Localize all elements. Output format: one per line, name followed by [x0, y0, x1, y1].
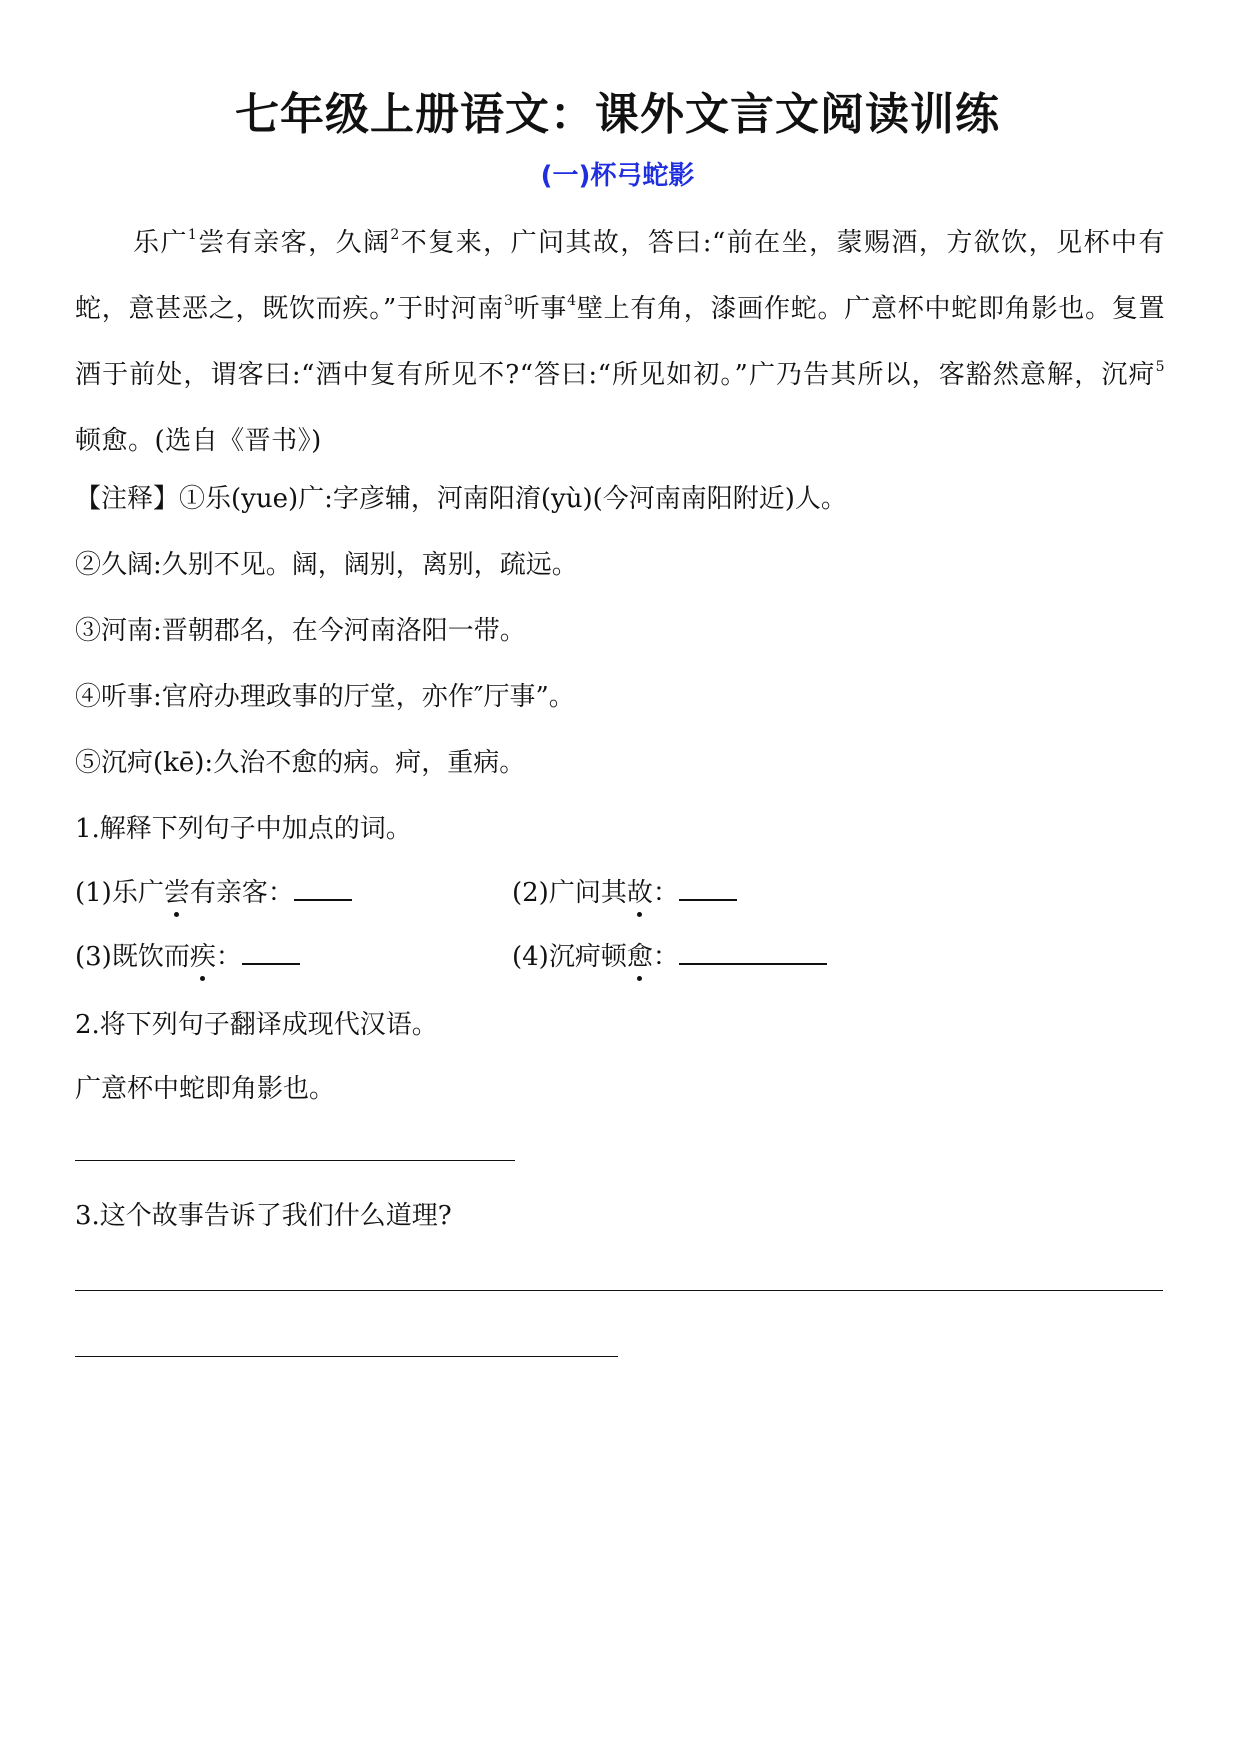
note-1: 【注释】①乐(yue)广:字彦辅，河南阳淯(yù)(今河南南阳附近)人。: [75, 484, 847, 514]
question-2-sentence: 广意杯中蛇即角影也。: [75, 1074, 336, 1104]
footnote-marker: 2: [390, 227, 400, 243]
section-subtitle: (一)杯弓蛇影: [540, 161, 695, 191]
question-1-item-2: [512, 872, 737, 909]
question-1-prompt: 1.解释下列句子中加点的词。: [75, 814, 412, 844]
passage-text: 乐广: [133, 228, 188, 258]
answer-blank[interactable]: [242, 941, 300, 965]
note-4: ④听事:官府办理政事的厅堂，亦作″厅事”。: [75, 682, 575, 712]
dotted-word: 尝: [164, 872, 190, 909]
answer-blank[interactable]: [294, 877, 352, 901]
item-text: (3)既饮而: [75, 942, 190, 972]
answer-blank[interactable]: [679, 877, 737, 901]
footnote-marker: 5: [1155, 359, 1165, 375]
footnote-marker: 4: [567, 293, 577, 309]
note-3: ③河南:晋朝郡名，在今河南洛阳一带。: [75, 616, 526, 646]
item-text: ：: [215, 942, 242, 972]
passage-text: 壁上有角，漆画作蛇。广意杯中蛇即角影也。复置酒于前处，谓客曰:“酒中复有所见不?“答曰:“所见如初。”广乃告其所以，客豁然意解，沉疴: [75, 294, 1165, 390]
question-1-item-1: [75, 872, 352, 909]
question-3-answer-line-2[interactable]: [75, 1356, 618, 1357]
item-text: (1)乐广: [75, 878, 164, 908]
answer-blank[interactable]: [679, 941, 827, 965]
question-3-prompt: 3.这个故事告诉了我们什么道理?: [75, 1201, 452, 1231]
page-title: 七年级上册语文：课外文言文阅读训练: [235, 89, 1000, 140]
passage-text: 不复来，广问其故，答曰:“前在坐，蒙赐酒，方欲饮，见杯中有蛇，意甚恶之，既饮而疾。”于时河南: [75, 228, 1165, 324]
question-3-answer-line-1[interactable]: [75, 1290, 1163, 1291]
item-text: (4)沉疴顿: [512, 942, 627, 972]
note-5: ⑤沉疴(kē):久治不愈的病。疴，重病。: [75, 748, 526, 778]
item-text: ：: [652, 878, 679, 908]
question-1-item-4: [512, 936, 827, 973]
passage-text: 顿愈。(选自《晋书》): [75, 426, 322, 456]
item-text: (2)广问其: [512, 878, 627, 908]
question-2-prompt: 2.将下列句子翻译成现代汉语。: [75, 1010, 438, 1040]
footnote-marker: 1: [187, 227, 198, 243]
note-2: ②久阔:久别不见。阔，阔别，离别，疏远。: [75, 550, 578, 580]
passage-text: 尝有亲客，久阔: [197, 228, 391, 258]
footnote-marker: 3: [503, 293, 514, 309]
question-2-answer-line[interactable]: [75, 1160, 515, 1161]
dotted-word: 疾: [190, 936, 216, 973]
classical-passage: [75, 210, 1165, 474]
passage-text: 听事: [513, 294, 568, 324]
dotted-word: 故: [627, 872, 653, 909]
item-text: ：: [652, 942, 679, 972]
item-text: 有亲客：: [189, 878, 294, 908]
question-1-item-3: [75, 936, 300, 973]
dotted-word: 愈: [627, 936, 653, 973]
